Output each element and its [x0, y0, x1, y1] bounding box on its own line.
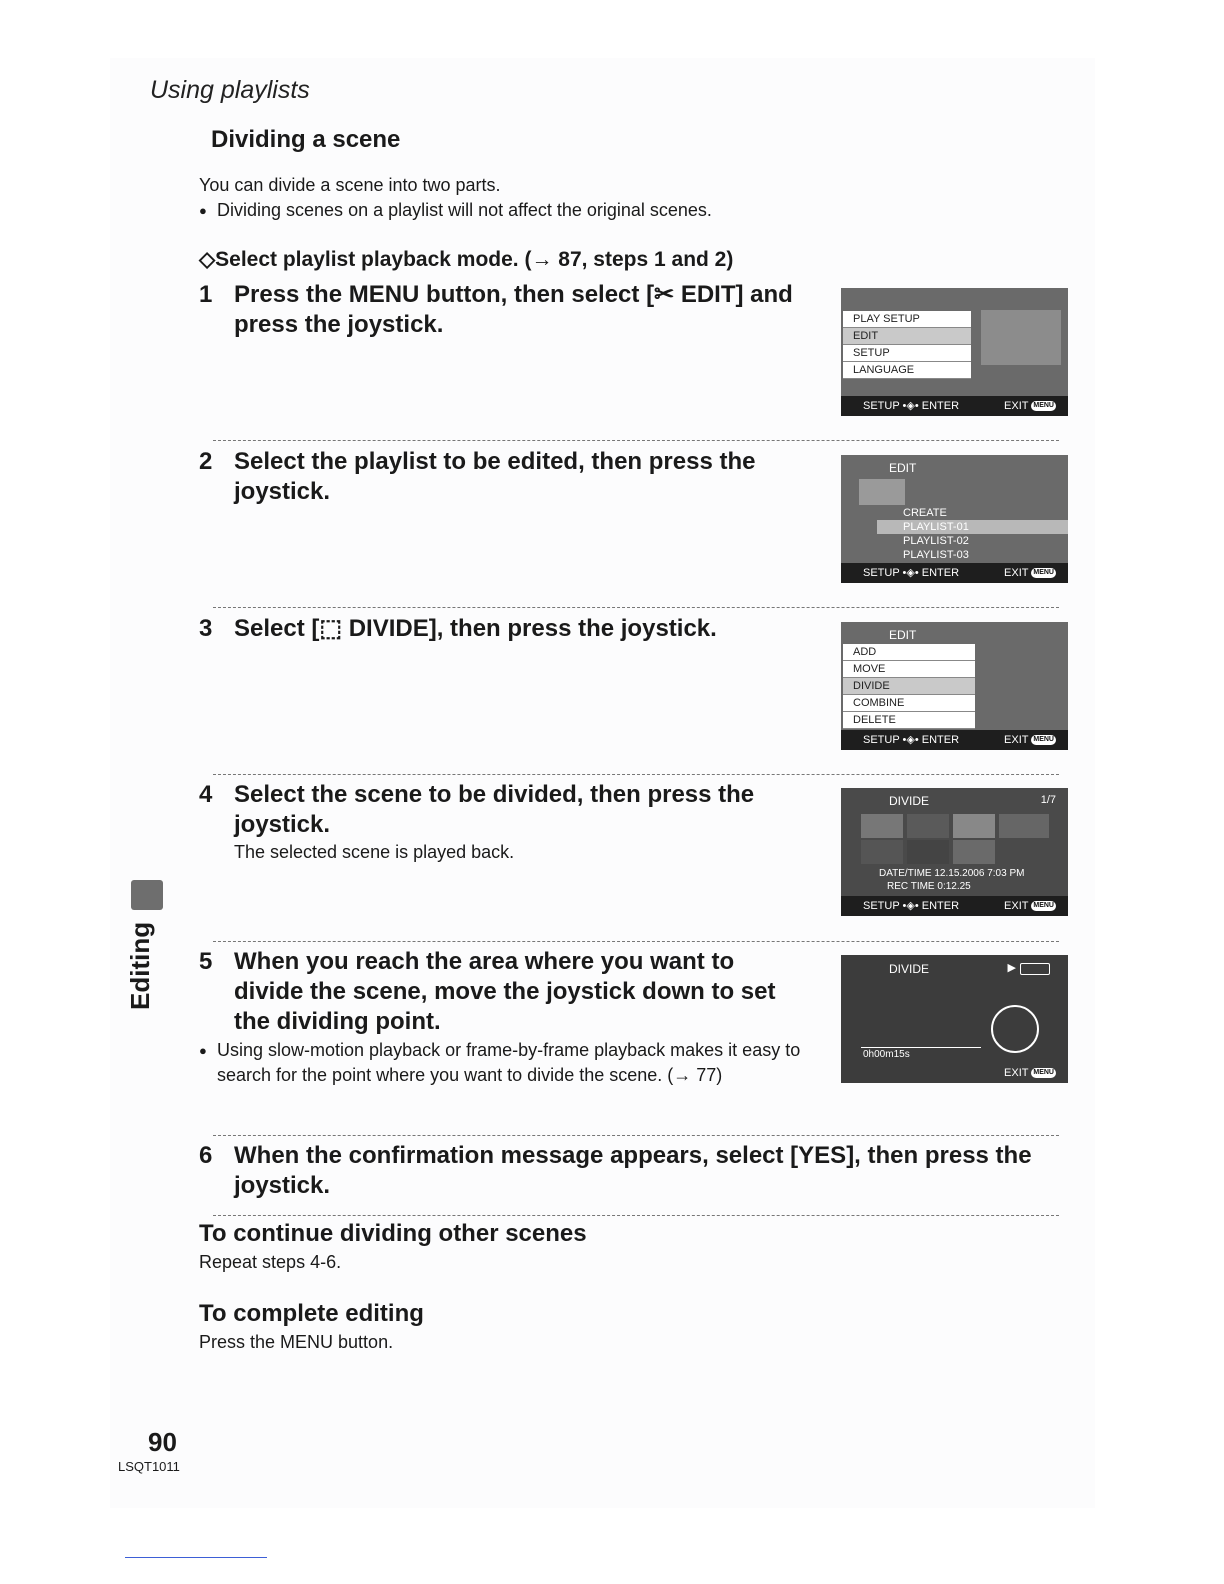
step-6: [199, 1141, 1079, 1201]
screen-title: EDIT: [889, 628, 917, 642]
scene-counter: 1/7: [1040, 794, 1056, 806]
divider: [213, 607, 1059, 608]
page-title: Dividing a scene: [211, 126, 401, 153]
step-text: Select [⬚ DIVIDE], then press the joystick.: [234, 615, 717, 642]
scene-thumbnail: [861, 840, 903, 864]
page-number: 90: [148, 1427, 177, 1457]
joystick-icon: [991, 1005, 1039, 1053]
screen-title: EDIT: [889, 461, 917, 475]
footer-setup-enter: SETUP •◈• ENTER: [863, 400, 960, 412]
complete-text: Press the MENU button.: [199, 1332, 394, 1352]
menu-list: [843, 644, 975, 729]
preview-thumbnail: [981, 310, 1061, 365]
intro-line: You can divide a scene into two parts.: [199, 175, 501, 195]
scene-thumbnail: [861, 814, 903, 838]
footer-setup-enter: SETUP •◈• ENTER: [863, 734, 960, 746]
list-item-playlist-03: PLAYLIST-03: [903, 549, 969, 561]
battery-icon: [1020, 963, 1050, 975]
prerequisite: ◇Select playlist playback mode. (→ 87, steps 1 and 2): [199, 248, 734, 271]
menu-badge-icon: MENU: [1033, 402, 1054, 410]
menu-item-delete: DELETE: [843, 712, 975, 729]
list-item-playlist-02: PLAYLIST-02: [903, 535, 969, 547]
menu-item-edit: EDIT: [843, 328, 971, 345]
screen-title: DIVIDE: [889, 962, 930, 976]
screen-footer: [841, 396, 1068, 416]
footer-exit: EXIT MENU: [1004, 1067, 1054, 1079]
list-item-playlist-01: PLAYLIST-01: [877, 520, 1068, 534]
step-number: 3: [199, 615, 213, 642]
progress-line: [861, 1047, 981, 1048]
footer-exit: EXIT MENU: [1004, 400, 1054, 412]
continue-heading: To continue dividing other scenes: [199, 1220, 587, 1247]
menu-item-setup: SETUP: [843, 345, 971, 362]
menu-badge-icon: MENU: [1033, 736, 1054, 744]
step-1: [199, 280, 819, 340]
playlist-thumbnail: [859, 479, 905, 505]
screen-footer: [841, 563, 1068, 583]
list-item-create: CREATE: [903, 507, 947, 519]
step-text: Press the MENU button, then select [✂ EDIT] and press the joystick.: [234, 281, 793, 338]
menu-item-language: LANGUAGE: [843, 362, 971, 379]
screen-playlist-select: [841, 455, 1068, 583]
screen-footer: [841, 896, 1068, 916]
scene-thumbnail: [907, 814, 949, 838]
footer-exit: EXIT MENU: [1004, 567, 1054, 579]
step-number: 1: [199, 281, 213, 308]
screen-scene-select: [841, 788, 1068, 916]
document-code: LSQT1011: [118, 1459, 180, 1474]
complete-heading: To complete editing: [199, 1300, 424, 1327]
scene-thumbnail: [907, 840, 949, 864]
side-tab: [125, 880, 165, 1010]
step-text: When you reach the area where you want to divide the scene, move the joystick down to set the dividing point.: [234, 948, 776, 1035]
step-2: [199, 447, 799, 507]
divider: [213, 440, 1059, 441]
intro-bullet: ● Dividing scenes on a playlist will not affect the original scenes.: [199, 198, 839, 223]
step-number: 4: [199, 781, 213, 808]
divider: [213, 774, 1059, 775]
scene-thumbnail: [999, 814, 1049, 838]
footer-exit: EXIT MENU: [1004, 734, 1054, 746]
step-text: Select the scene to be divided, then press the joystick.: [234, 781, 755, 838]
rec-time: REC TIME 0:12.25: [887, 881, 971, 892]
step-number: 2: [199, 448, 213, 475]
divider: [213, 1215, 1059, 1216]
menu-badge-icon: MENU: [1033, 1069, 1054, 1077]
footer-exit: EXIT MENU: [1004, 900, 1054, 912]
date-time: DATE/TIME 12.15.2006 7:03 PM: [879, 868, 1025, 879]
step-text: Select the playlist to be edited, then press the joystick.: [234, 448, 756, 505]
footer-setup-enter: SETUP •◈• ENTER: [863, 567, 960, 579]
scene-thumbnail: [953, 840, 995, 864]
play-icon: ▶: [1007, 962, 1016, 974]
chapter-marker-icon: [131, 880, 163, 910]
step-5: [199, 947, 809, 1037]
footer-line: [125, 1557, 267, 1558]
step-note: The selected scene is played back.: [234, 842, 515, 862]
continue-text: Repeat steps 4-6.: [199, 1252, 342, 1272]
step-bullet: ● Using slow-motion playback or frame-by-frame playback makes it easy to search for the point where you want to divide the scene. (→ 77): [199, 1038, 827, 1088]
step-number: 6: [199, 1142, 213, 1169]
screen-title: DIVIDE: [889, 794, 930, 808]
divider: [213, 1135, 1059, 1136]
screen-footer: [841, 730, 1068, 750]
menu-item-combine: COMBINE: [843, 695, 975, 712]
menu-item-play-setup: PLAY SETUP: [843, 311, 971, 328]
time-counter: 0h00m15s: [863, 1049, 910, 1060]
footer-setup-enter: SETUP •◈• ENTER: [863, 900, 960, 912]
menu-badge-icon: MENU: [1033, 902, 1054, 910]
intro: [199, 173, 839, 223]
menu-badge-icon: MENU: [1033, 569, 1054, 577]
screen-divide-playback: [841, 955, 1068, 1083]
step-3: [199, 614, 799, 644]
menu-list: [843, 311, 971, 379]
menu-item-add: ADD: [843, 644, 975, 661]
step-text: When the confirmation message appears, select [YES], then press the joystick.: [234, 1142, 1032, 1199]
section-title: Using playlists: [150, 76, 310, 104]
step-number: 5: [199, 948, 213, 975]
divider: [213, 941, 1059, 942]
scene-thumbnail: [953, 814, 995, 838]
screen-edit-menu: [841, 622, 1068, 750]
screen-menu-top: [841, 288, 1068, 416]
menu-item-move: MOVE: [843, 661, 975, 678]
menu-item-divide: DIVIDE: [843, 678, 975, 695]
step-4: [199, 780, 799, 865]
side-tab-label: Editing: [125, 921, 155, 1010]
